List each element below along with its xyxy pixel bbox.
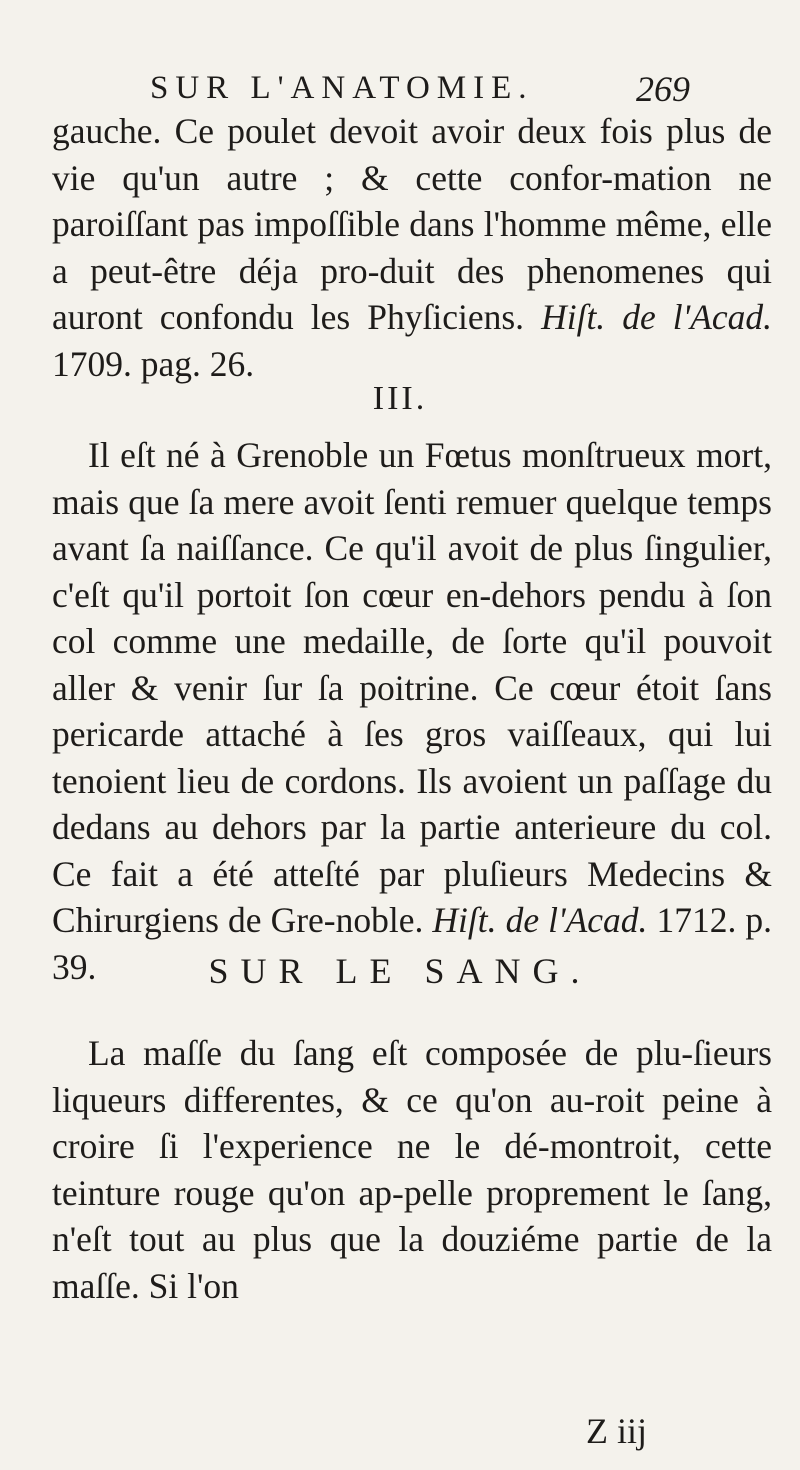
paragraph-3-text: La maſſe du ſang eſt composée de plu-ſieurs liqueurs differentes, & ce qu'on au-roit peine à croire ſi l'experience ne le dé-montroit, cette teinture rouge qu'on ap-pelle proprement le ſang, n'eſt tout au plus que la douziéme partie de la maſſe. Si l'on (52, 1033, 772, 1306)
paragraph-1-text: gauche. Ce poulet devoit avoir deux fois plus de vie qu'un autre ; & cette confor-mation ne paroiſſant pas impoſſible dans l'homme même, elle a peut-être déja pro-duit des phenomenes qui auront confondu les Phyſiciens. (52, 111, 772, 337)
paragraph-1 (52, 108, 772, 387)
paragraph-2-text: Il eſt né à Grenoble un Fœtus monſtrueux mort, mais que ſa mere avoit ſenti remuer quelque temps avant ſa naiſſance. Ce qu'il avoit de plus ſingulier, c'eſt qu'il portoit ſon cœur en-dehors pendu à ſon col comme une medaille, de ſorte qu'il pouvoit aller & venir ſur ſa poitrine. Ce cœur étoit ſans pericarde attaché à ſes gros vaiſſeaux, qui lui tenoient lieu de cordons. Ils avoient un paſſage du dedans au dehors par la partie anterieure du col. Ce fait a été atteſté par pluſieurs Medecins & Chirurgiens de Gre-noble. (52, 435, 772, 940)
paragraph-2-reference: Hiſt. de l'Acad. (432, 900, 648, 940)
signature-mark: Z iij (586, 1411, 647, 1451)
running-head: SUR L'ANATOMIE. (150, 70, 534, 106)
section-number: III. (372, 380, 428, 417)
paragraph-1-reference-tail: 1709. pag. 26. (52, 343, 255, 384)
page-number: 269 (636, 69, 690, 109)
paragraph-3 (52, 1030, 772, 1309)
paragraph-2 (52, 432, 772, 990)
paragraph-1-reference: Hiſt. de l'Acad. (541, 297, 772, 337)
paragraph-2-reference-tail: 1712. p. 39. (52, 900, 772, 987)
section-title: SUR LE SANG. (208, 951, 592, 991)
